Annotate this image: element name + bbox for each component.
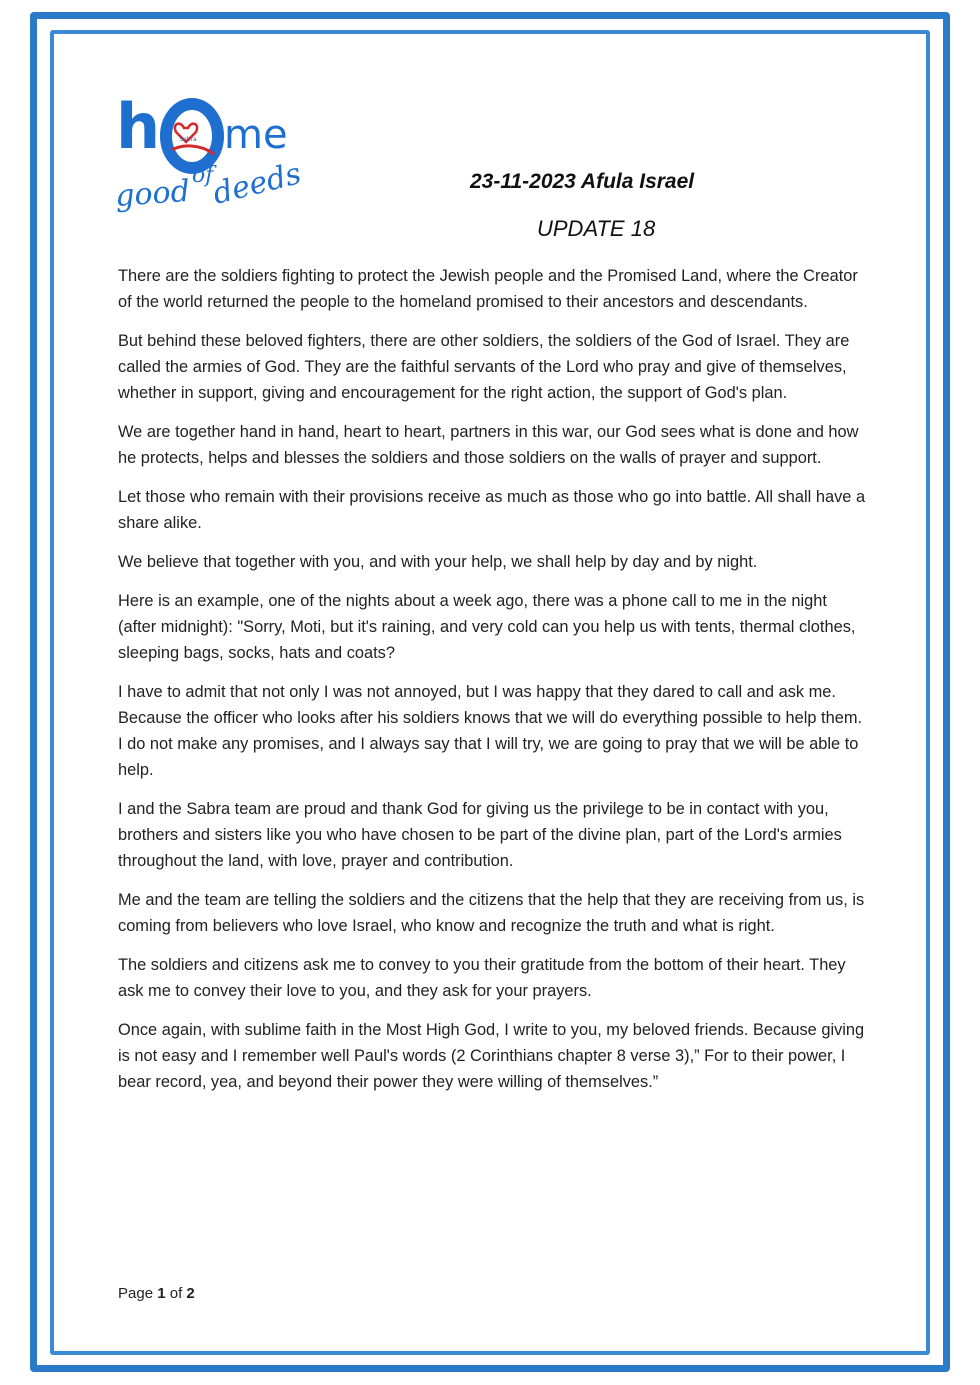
paragraph: I have to admit that not only I was not annoyed, but I was happy that they dared to call and ask me. Because the officer who looks after his soldiers knows that we will do everything possible to help them. I do not make any promises, and I always say that I will try, we are going to pray that we will be able to help.	[118, 683, 863, 779]
logo-good: good	[114, 173, 191, 214]
logo-h-letter: h	[116, 90, 161, 163]
logo-me-letters: me	[224, 112, 288, 158]
page-label: Page	[118, 1285, 154, 1302]
page-of-label: of	[169, 1285, 183, 1302]
paragraph: Let those who remain with their provisions receive as much as those who go into battle. All shall have a share alike.	[118, 488, 866, 532]
paragraph: Here is an example, one of the nights about a week ago, there was a phone call to me in the night (after midnight): "Sorry, Moti, but it's raining, and very cold can you help us with tents, thermal clothes, sleeping bags, socks, hats and coats?	[118, 592, 856, 662]
home-good-of-deeds-logo	[110, 78, 320, 228]
page-number	[118, 1285, 195, 1302]
paragraph: We are together hand in hand, heart to heart, partners in this war, our God sees what is done and how he protects, helps and blesses the soldiers and those soldiers on the walls of prayer and support.	[118, 423, 859, 467]
paragraph: Once again, with sublime faith in the Most High God, I write to you, my beloved friends. Because giving is not easy and I remember well Paul's words (2 Corinthians chapter 8 verse 3),” For to their power, I bear record, yea, and beyond their power they were willing of themselves.”	[118, 1021, 865, 1091]
paragraph: But behind these beloved fighters, there are other soldiers, the soldiers of the God of Israel. They are called the armies of God. They are the faithful servants of the Lord who pray and give of themselves, whether in support, giving and encouragement for the right action, the support of God's plan.	[118, 332, 850, 402]
paragraph: The soldiers and citizens ask me to convey to you their gratitude from the bottom of their heart. They ask me to convey their love to you, and they ask for your prayers.	[118, 956, 846, 1000]
logo-deeds: deeds	[209, 156, 305, 212]
date-location-heading: 23-11-2023 Afula Israel	[470, 170, 695, 193]
page-total: 2	[186, 1285, 195, 1302]
paragraph: Me and the team are telling the soldiers and the citizens that the help that they are receiving from us, is coming from believers who love Israel, who know and recognize the truth and what is right.	[118, 891, 865, 935]
paragraph: I and the Sabra team are proud and thank God for giving us the privilege to be in contact with you, brothers and sisters like you who have chosen to be part of the divine plan, part of the Lord's armies throughout the land, with love, prayer and contribution.	[118, 800, 842, 870]
update-number-heading: UPDATE 18	[537, 216, 656, 241]
paragraph: We believe that together with you, and with your help, we shall help by day and by night.	[118, 553, 758, 571]
logo-ribbon-text: Sabra	[179, 136, 197, 143]
logo-of: of	[192, 163, 214, 188]
letter-body	[118, 263, 868, 1108]
page-current: 1	[157, 1285, 166, 1302]
paragraph: There are the soldiers fighting to protect the Jewish people and the Promised Land, where the Creator of the world returned the people to the homeland promised to their ancestors and descendants.	[118, 267, 858, 311]
